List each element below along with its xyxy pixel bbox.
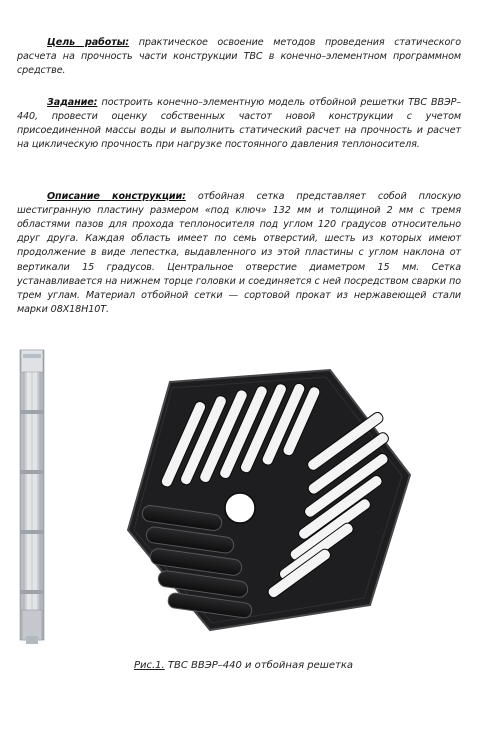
description-text: отбойная сетка представляет собой плоскую шестигранную пластину размером «под ключ» 132 мм и толщиной 2 мм с тремя областями пазов для прохода теплоносителя под углом 120 градусов относительно друг друга. Каждая область имеет по семь отверстий, шесть из которых имеют продолжение в виде лепестка, выдавленного из этой пластины с углом наклона от вертикали 15 градусов. Центральное отверстие диаметром 15 мм. Сетка устанавливается на нижнем торце головки и соединяется с ней посредством сварки по трем углам. Материал отбойной сетки — сортовой прокат из нержавеющей стали марки 08Х18Н10Т. (17, 190, 461, 316)
figure-illustration (0, 340, 487, 660)
figure-caption (0, 660, 487, 671)
central-hole (225, 493, 255, 523)
figure-number: Рис.1. (133, 660, 165, 671)
task-paragraph (17, 96, 461, 153)
goal-paragraph (17, 36, 461, 79)
figure-caption-text: ТВС ВВЭР–440 и отбойная решетка (164, 660, 354, 671)
goal-text: практическое освоение методов проведения статического расчета на прочность части конструкции ТВС в конечно–элементном программном средстве. (17, 36, 461, 76)
goal-label: Цель работы: (47, 36, 130, 48)
grid-image (128, 370, 410, 630)
task-label: Задание: (47, 96, 98, 108)
task-text: построить конечно–элементную модель отбойной решетки ТВС ВВЭР–440, провести оценку собственных частот новой конструкции с учетом присоединенной массы воды и выполнить статический расчет на прочность и расчет на циклическую прочность при нагрузке постоянного давления теплоносителя. (17, 96, 461, 151)
description-label: Описание конструкции: (47, 190, 186, 202)
description-paragraph (17, 190, 461, 318)
figure (0, 340, 487, 660)
fuel-assembly-image (20, 350, 44, 644)
